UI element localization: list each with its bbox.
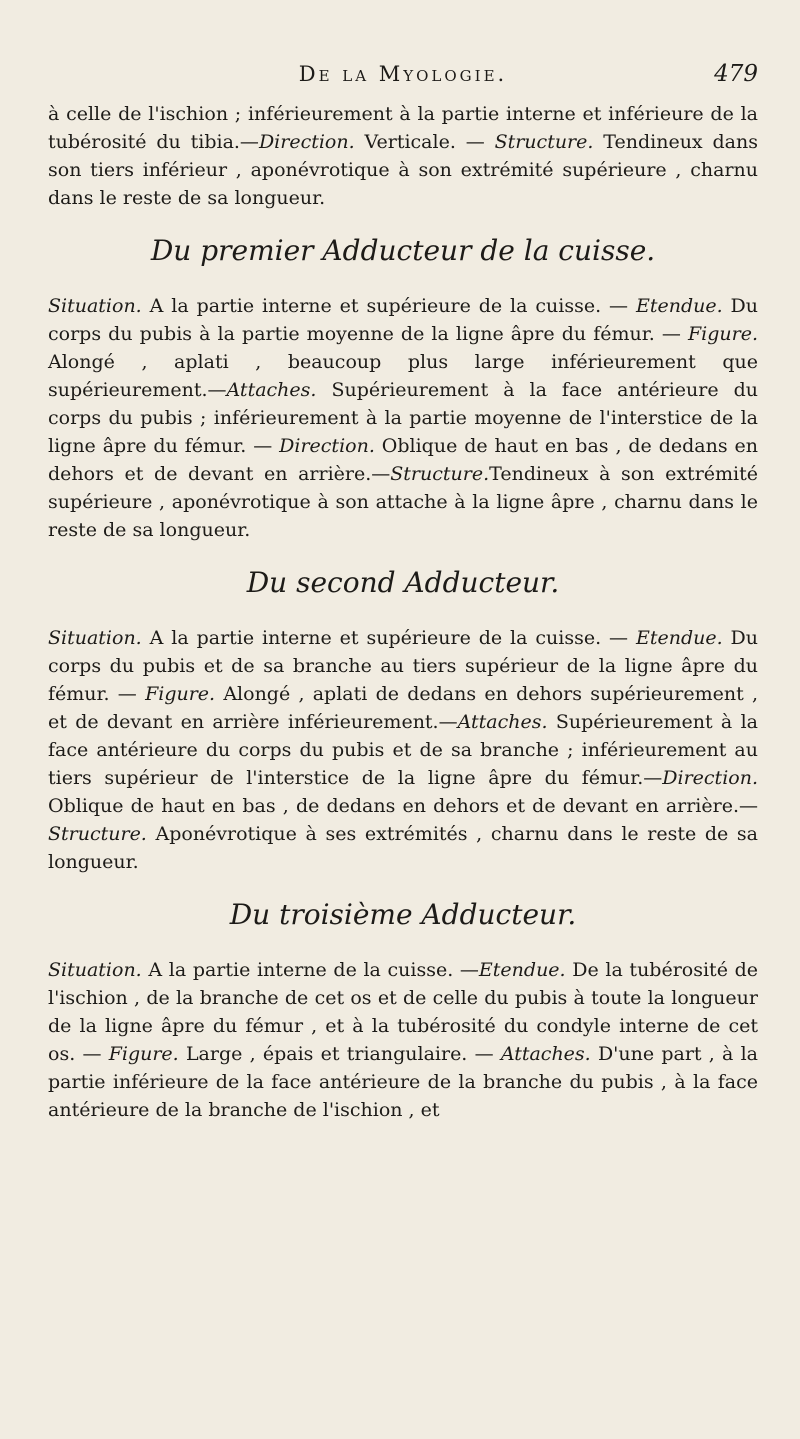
structure-text: Tendineux à son extrémité supérieure , aponévrotique à son attache à la ligne âpre , charnu dans le reste de sa longueur. bbox=[48, 463, 758, 541]
attaches-text: Supérieurement à la face antérieure du corps du pubis et de sa branche ; inférieurement au tiers supérieur de l'interstice de la ligne âpre du fémur.— bbox=[48, 711, 758, 789]
situation-label: Situation. bbox=[48, 295, 142, 317]
section-paragraph-second-adducteur bbox=[48, 624, 758, 876]
direction-text: Oblique de haut en bas , de dedans en dehors et de devant en arrière.— bbox=[48, 795, 758, 817]
structure-text: Tendineux dans son tiers inférieur , aponévrotique à son extrémité supérieure , charnu dans le reste de sa longueur. bbox=[48, 131, 758, 209]
situation-label: Situation. bbox=[48, 959, 142, 981]
situation-text: A la partie interne et supérieure de la cuisse. — bbox=[141, 295, 629, 317]
section-title-premier-adducteur: Du premier Adducteur de la cuisse. bbox=[150, 234, 656, 267]
running-title: De la Myologie. bbox=[298, 62, 508, 86]
section-title-second-adducteur: Du second Adducteur. bbox=[246, 566, 560, 599]
direction-label: Direction. bbox=[662, 767, 758, 789]
section-title-troisieme-adducteur: Du troisième Adducteur. bbox=[229, 898, 577, 931]
structure-label: Structure. bbox=[390, 463, 490, 485]
etendue-label: Etendue. bbox=[635, 295, 723, 317]
attaches-label: Attaches. bbox=[500, 1043, 591, 1065]
figure-text: Alongé , aplati , beaucoup plus large inférieurement que supérieurement.— bbox=[48, 351, 758, 401]
structure-text: Aponévrotique à ses extrémités , charnu dans le reste de sa longueur. bbox=[48, 823, 758, 873]
attaches-text: Supérieurement à la face antérieure du corps du pubis ; inférieurement à la partie moyenne de l'interstice de la ligne âpre du fémur. — bbox=[48, 379, 758, 457]
structure-label: Structure. bbox=[48, 823, 147, 845]
attaches-label: Attaches. bbox=[226, 379, 317, 401]
etendue-label: Etendue. bbox=[635, 627, 723, 649]
figure-label: Figure. bbox=[145, 683, 216, 705]
page-number: 479 bbox=[714, 61, 758, 87]
intro-text: à celle de l'ischion ; inférieurement à la partie interne et inférieure de la tubérosité du tibia.— bbox=[48, 103, 758, 153]
structure-label: Structure. bbox=[494, 131, 594, 153]
direction-label: Direction. bbox=[258, 131, 355, 153]
direction-label: Direction. bbox=[279, 435, 375, 457]
situation-text: A la partie interne et supérieure de la cuisse. — bbox=[141, 627, 629, 649]
etendue-text: De la tubérosité de l'ischion , de la branche de cet os et de celle du pubis à toute la longueur de la ligne âpre du fémur , et à la tubérosité du condyle interne de cet os. — bbox=[48, 959, 758, 1065]
section-paragraph-premier-adducteur bbox=[48, 292, 758, 544]
figure-text: Large , épais et triangulaire. — bbox=[178, 1043, 494, 1065]
attaches-label: Attaches. bbox=[457, 711, 548, 733]
running-header bbox=[48, 60, 758, 98]
attaches-text: D'une part , à la partie inférieure de la face antérieure de la branche du pubis , à la face antérieure de la branche de l'ischion , et bbox=[48, 1043, 758, 1121]
etendue-text: Du corps du pubis à la partie moyenne de la ligne âpre du fémur. — bbox=[48, 295, 759, 345]
situation-text: A la partie interne de la cuisse. — bbox=[141, 959, 479, 981]
etendue-label: Etendue. bbox=[478, 959, 566, 981]
section-paragraph-troisieme-adducteur bbox=[48, 956, 758, 1124]
figure-label: Figure. bbox=[108, 1043, 179, 1065]
direction-text: Verticale. — bbox=[354, 131, 485, 153]
etendue-text: Du corps du pubis et de sa branche au tiers supérieur de la ligne âpre du fémur. — bbox=[48, 627, 759, 705]
figure-text: Alongé , aplati de dedans en dehors supérieurement , et de devant en arrière inférieurement.— bbox=[48, 683, 758, 733]
direction-text: Oblique de haut en bas , de dedans en dehors et de devant en arrière.— bbox=[48, 435, 758, 485]
intro-paragraph bbox=[48, 100, 758, 212]
situation-label: Situation. bbox=[48, 627, 142, 649]
book-page bbox=[48, 60, 758, 1124]
figure-label: Figure. bbox=[687, 323, 758, 345]
